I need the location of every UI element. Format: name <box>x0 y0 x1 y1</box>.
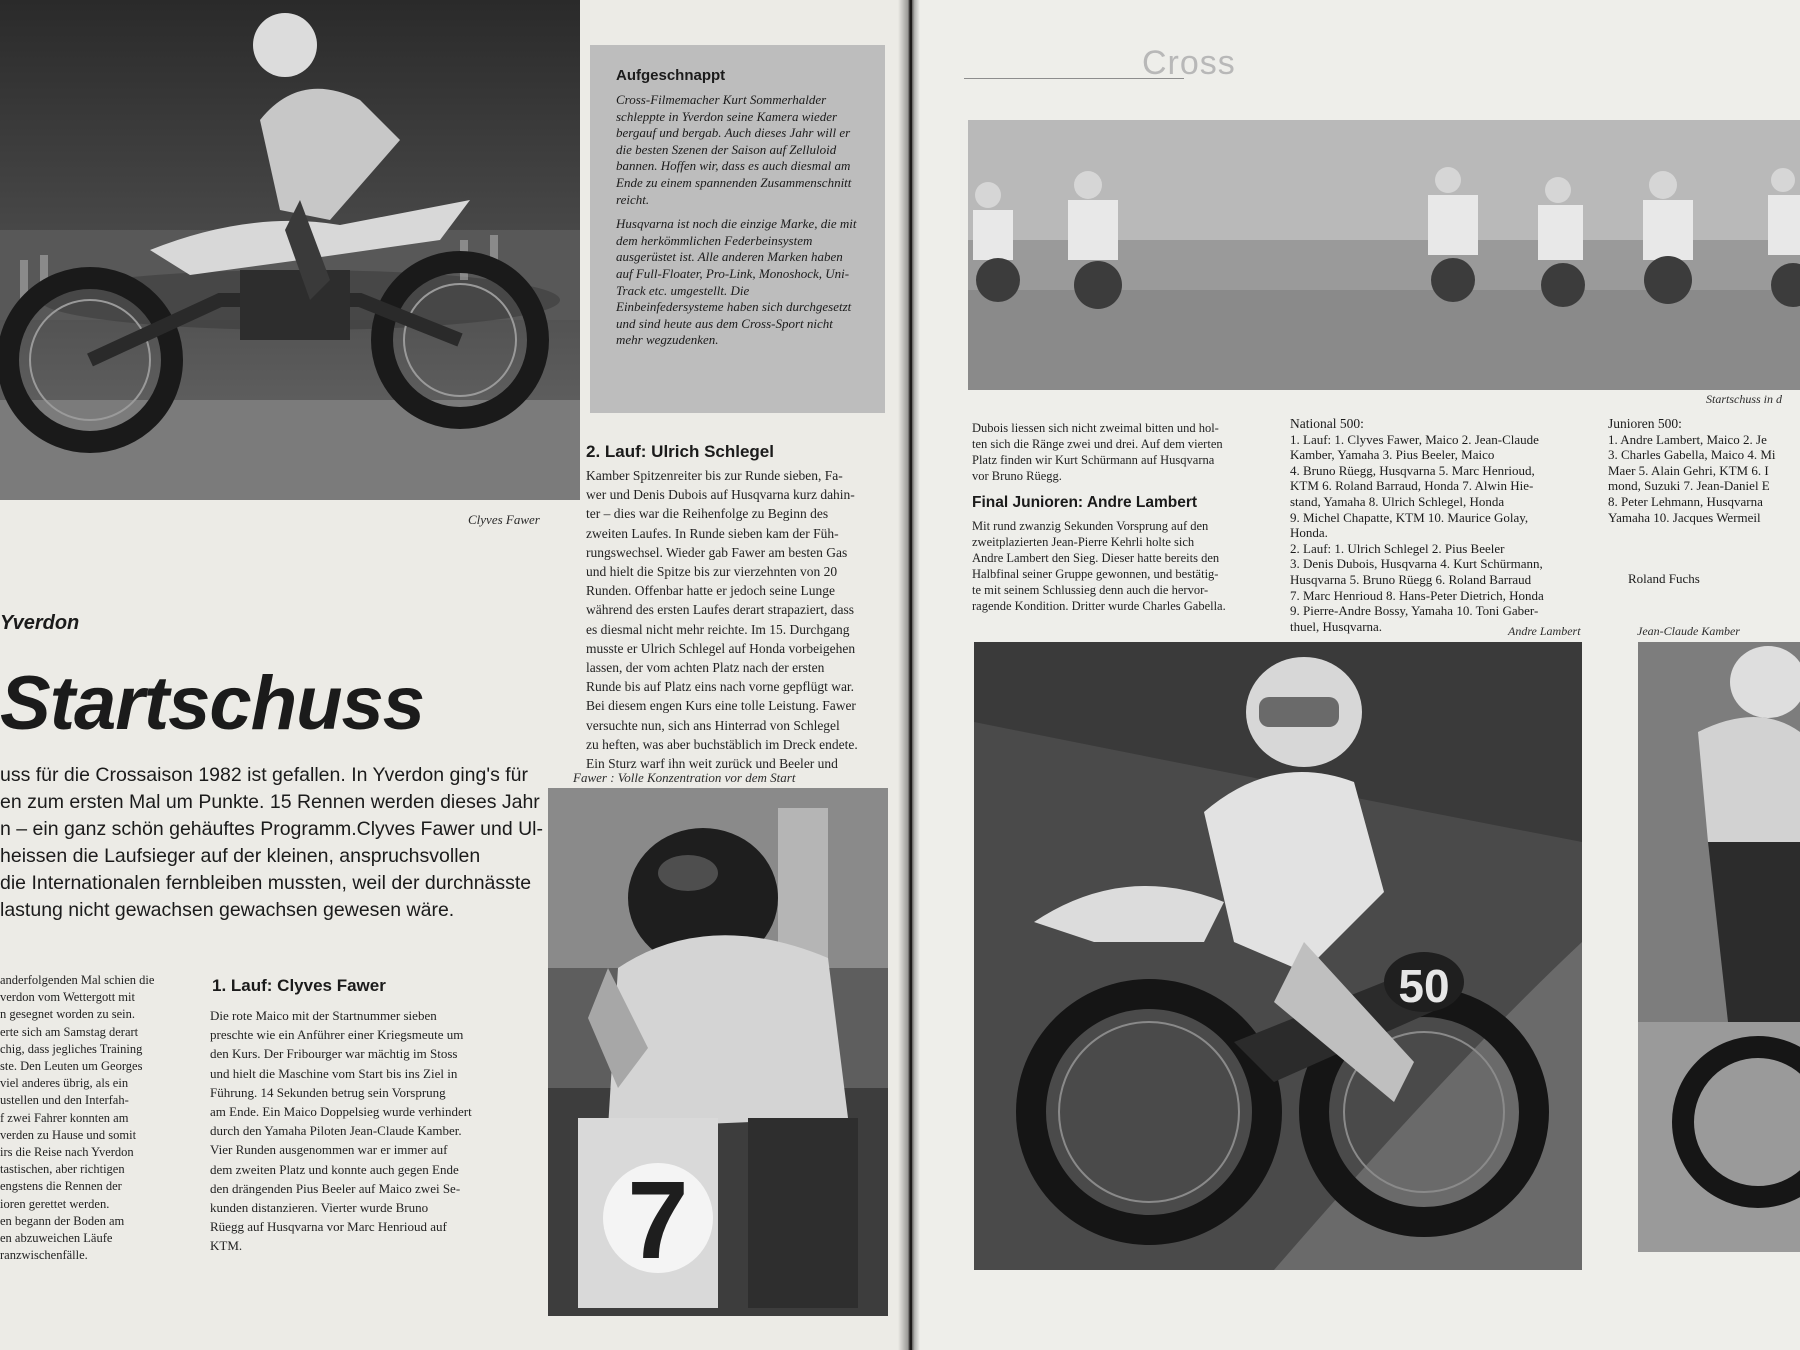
text-line: lastung nicht gewachsen gewachsen gewesen wäre. <box>0 899 455 921</box>
author: Roland Fuchs <box>1628 571 1700 586</box>
box-title: Aufgeschnappt <box>616 67 726 84</box>
box-paragraph: Cross-Filmemacher Kurt Sommerhalder schleppte in Yverdon seine Kamera wieder bergauf und bergab. Auch dieses Jahr will er die besten Szenen der Saison auf Zelluloid bannen. Hoffen wir, dass es auch diesmal am Ende zu einem spannenden Zusammenschnitt reicht. <box>616 92 852 207</box>
location-tag: Yverdon <box>0 612 80 634</box>
heading-lauf1: 1. Lauf: Clyves Fawer <box>212 976 386 995</box>
right-page <box>912 0 1800 1350</box>
results-heading: Junioren 500: <box>1608 416 1682 431</box>
text-line: en zum ersten Mal um Punkte. 15 Rennen werden dieses Jahr <box>0 791 540 813</box>
text-line: Husqvarna 5. Bruno Rüegg 6. Roland Barraud <box>1290 571 1532 587</box>
text-line: Honda. <box>1290 525 1328 541</box>
text-line: Vier Runden ausgenommen war er immer auf <box>210 1142 448 1158</box>
lauf2-text <box>586 466 906 773</box>
box-text <box>616 92 859 349</box>
text-line: te mit seinem Schlussieg denn auch die hervor- <box>972 583 1209 597</box>
text-line: tastischen, aber richtigen <box>0 1162 125 1177</box>
text-line: anderfolgenden Mal schien die <box>0 973 155 987</box>
text-line: während des ersten Laufes derart strapaziert, dass <box>586 602 855 618</box>
results-junioren-500 <box>1608 416 1776 525</box>
text-line: erte sich am Samstag derart <box>0 1024 139 1039</box>
text-line: preschte wie ein Anführer einer Kriegsmeute um <box>210 1027 464 1043</box>
photo-race-start <box>968 120 1800 390</box>
text-line: 7. Marc Henrioud 8. Hans-Peter Dietrich, Honda <box>1290 587 1544 603</box>
lead-paragraph <box>0 762 544 924</box>
text-line: den drängenden Pius Beeler auf Maico zwei Se- <box>210 1180 461 1196</box>
magazine-gutter <box>898 0 920 1350</box>
text-line: stand, Yamaha 8. Ulrich Schlegel, Honda <box>1290 493 1505 509</box>
text-line: Die rote Maico mit der Startnummer sieben <box>210 1008 437 1023</box>
text-line: verdon vom Wettergott mit <box>0 990 135 1005</box>
text-line: ten sich die Ränge zwei und drei. Auf dem vierten <box>972 437 1223 451</box>
start-number-7: 7 <box>627 1159 689 1282</box>
text-line: Dubois liessen sich nicht zweimal bitten und hol- <box>972 421 1219 435</box>
start-number-50: 50 <box>1398 960 1450 1012</box>
text-line: Andre Lambert den Sieg. Dieser hatte bereits den <box>972 551 1220 565</box>
text-line: Führung. 14 Sekunden betrug sein Vorsprung <box>210 1084 446 1100</box>
text-line: musste er Ulrich Schlegel auf Honda vorbeigehen <box>586 640 856 656</box>
text-line: dem zweiten Platz und konnte auch gegen Ende <box>210 1161 459 1177</box>
photo-jean-claude-kamber <box>1638 642 1800 1252</box>
continued-text <box>972 420 1292 484</box>
photo-fawer-start <box>548 788 888 1316</box>
text-line: Ein Sturz warf ihn weit zurück und Beeler und <box>586 756 838 772</box>
text-line: ste. Den Leuten um Georges <box>0 1059 143 1074</box>
text-line: KTM. <box>210 1238 243 1254</box>
text-line: ustellen und den Interfah- <box>0 1093 129 1108</box>
text-line: 3. Denis Dubois, Husqvarna 4. Kurt Schürmann, <box>1290 556 1543 572</box>
text-line: zu heften, was aber buchstäblich im Dreck endete. <box>586 736 858 752</box>
caption-andre-lambert: Andre Lambert <box>1508 624 1581 638</box>
text-line: 2. Lauf: 1. Ulrich Schlegel 2. Pius Beeler <box>1290 540 1505 556</box>
text-line: den Kurs. Der Fribourger war mächtig im Stoss <box>210 1046 458 1062</box>
text-line: irs die Reise nach Yverdon <box>0 1145 134 1160</box>
text-line: kunden distanzieren. Vierter wurde Bruno <box>210 1200 429 1216</box>
text-line: Kamber, Yamaha 3. Pius Beeler, Maico <box>1290 447 1495 463</box>
text-line: Maer 5. Alain Gehri, KTM 6. I <box>1608 462 1769 478</box>
text-line: die Internationalen fernbleiben mussten, weil der durchnässte <box>0 872 532 894</box>
text-line: Runde bis auf Platz eins nach vorne gepflügt war. <box>586 679 855 695</box>
text-line: lassen, der vom achten Platz nach der ersten <box>586 660 825 676</box>
text-line: Mit rund zwanzig Sekunden Vorsprung auf den <box>972 519 1209 533</box>
text-line: Runden. Offenbar hatte er jedoch seine Lunge <box>586 583 836 599</box>
section-tag: Cross <box>1142 44 1236 82</box>
text-line: thuel, Husqvarna. <box>1290 618 1383 634</box>
text-line: en begann der Boden am <box>0 1213 125 1228</box>
box-paragraph: Husqvarna ist noch die einzige Marke, die mit dem herkömmlichen Federbeinsystem ausgerüstet ist. Alle anderen Marken haben auf Full-Floater, Pro-Link, Monoshock, Uni-Track etc. umgestellt. Die Einbeinfedersysteme haben sich durchgesetzt und sind heute aus dem Cross-Sport nicht mehr wegzudenken. <box>616 216 857 348</box>
text-line: verden zu Hause und somit <box>0 1127 137 1142</box>
text-line: engstens die Rennen der <box>0 1179 122 1194</box>
text-line: zweiten Laufes. In Runde sieben kam der Füh- <box>586 525 839 541</box>
caption-fawer-start: Fawer : Volle Konzentration vor dem Start <box>573 770 796 785</box>
text-line: ter – dies war die Reihenfolge zu Beginn des <box>586 506 829 522</box>
results-heading: National 500: <box>1290 416 1364 431</box>
heading-lauf2: 2. Lauf: Ulrich Schlegel <box>586 442 774 461</box>
text-line: ioren gerettet werden. <box>0 1196 110 1211</box>
text-line: Rüegg auf Husqvarna vor Marc Henrioud auf <box>210 1219 447 1235</box>
text-line: KTM 6. Roland Barraud, Honda 7. Alwin Hie- <box>1290 478 1534 494</box>
text-line: f zwei Fahrer konnten am <box>0 1110 129 1125</box>
text-line: wer und Denis Dubois auf Husqvarna kurz dahin- <box>586 487 855 503</box>
text-line: Bei diesem engen Kurs eine tolle Leistung. Fawer <box>586 698 856 714</box>
text-line: viel anderes übrig, als ein <box>0 1076 129 1091</box>
caption-startschuss: Startschuss in d <box>1706 392 1783 406</box>
heading-final-junioren: Final Junioren: Andre Lambert <box>972 494 1198 511</box>
text-line: zweitplazierten Jean-Pierre Kehrli holte sich <box>972 535 1195 549</box>
text-line: n gesegnet worden zu sein. <box>0 1007 136 1022</box>
lauf1-text <box>210 1006 540 1256</box>
text-line: Platz finden wir Kurt Schürmann auf Husqvarna <box>972 453 1215 467</box>
page-headline: Startschuss <box>0 661 425 746</box>
text-line: 3. Charles Gabella, Maico 4. Mi <box>1608 447 1776 463</box>
text-line: Kamber Spitzenreiter bis zur Runde sieben, Fa- <box>586 468 843 483</box>
final-junioren-text <box>972 518 1292 614</box>
photo-fawer-jump <box>0 0 580 500</box>
intro-column <box>0 972 190 1264</box>
text-line: vor Bruno Rüegg. <box>972 469 1062 483</box>
text-line: es diesmal nicht mehr reichte. Im 15. Durchgang <box>586 621 850 637</box>
text-line: ragende Kondition. Dritter wurde Charles Gabella. <box>972 599 1226 613</box>
text-line: uss für die Crossaison 1982 ist gefallen. In Yverdon ging's für <box>0 764 529 786</box>
text-line: und hielt die Maschine vom Start bis ins Ziel in <box>210 1065 458 1081</box>
text-line: rungswechsel. Wieder gab Fawer am besten Gas <box>586 544 848 560</box>
caption-clyves-fawer: Clyves Fawer <box>468 512 540 527</box>
text-line: n – ein ganz schön gehäuftes Programm.Clyves Fawer und Ul- <box>0 818 544 840</box>
text-line: versuchte nun, sich ans Hinterrad von Schlegel <box>586 717 840 733</box>
text-line: en abzuweichen Läufe <box>0 1231 113 1246</box>
photo-andre-lambert <box>974 642 1582 1270</box>
caption-jean-claude-kamber: Jean-Claude Kamber <box>1637 624 1740 638</box>
text-line: am Ende. Ein Maico Doppelsieg wurde verhindert <box>210 1104 472 1120</box>
text-line: und hielt die Spitze bis zur vierzehnten von 20 <box>586 564 838 580</box>
text-line: Halbfinal seiner Gruppe gewonnen, und bestätig- <box>972 567 1219 581</box>
text-line: 1. Lauf: 1. Clyves Fawer, Maico 2. Jean-Claude <box>1290 431 1539 447</box>
results-national-500 <box>1290 416 1544 634</box>
text-line: 9. Michel Chapatte, KTM 10. Maurice Golay, <box>1290 509 1529 525</box>
text-line: ranzwischenfälle. <box>0 1248 88 1263</box>
text-line: chig, dass jegliches Training <box>0 1041 143 1056</box>
aufgeschnappt-box <box>590 45 885 413</box>
text-line: mond, Suzuki 7. Jean-Daniel E <box>1608 478 1770 494</box>
text-line: durch den Yamaha Piloten Jean-Claude Kamber. <box>210 1123 462 1139</box>
text-line: heissen die Laufsieger auf der kleinen, anspruchsvollen <box>0 845 481 867</box>
text-line: 8. Peter Lehmann, Husqvarna <box>1608 493 1763 509</box>
text-line: 9. Pierre-Andre Bossy, Yamaha 10. Toni Gaber- <box>1290 603 1539 619</box>
text-line: Yamaha 10. Jacques Wermeil <box>1608 509 1761 525</box>
text-line: 4. Bruno Rüegg, Husqvarna 5. Marc Henrioud, <box>1290 462 1535 478</box>
text-line: 1. Andre Lambert, Maico 2. Je <box>1608 431 1767 447</box>
